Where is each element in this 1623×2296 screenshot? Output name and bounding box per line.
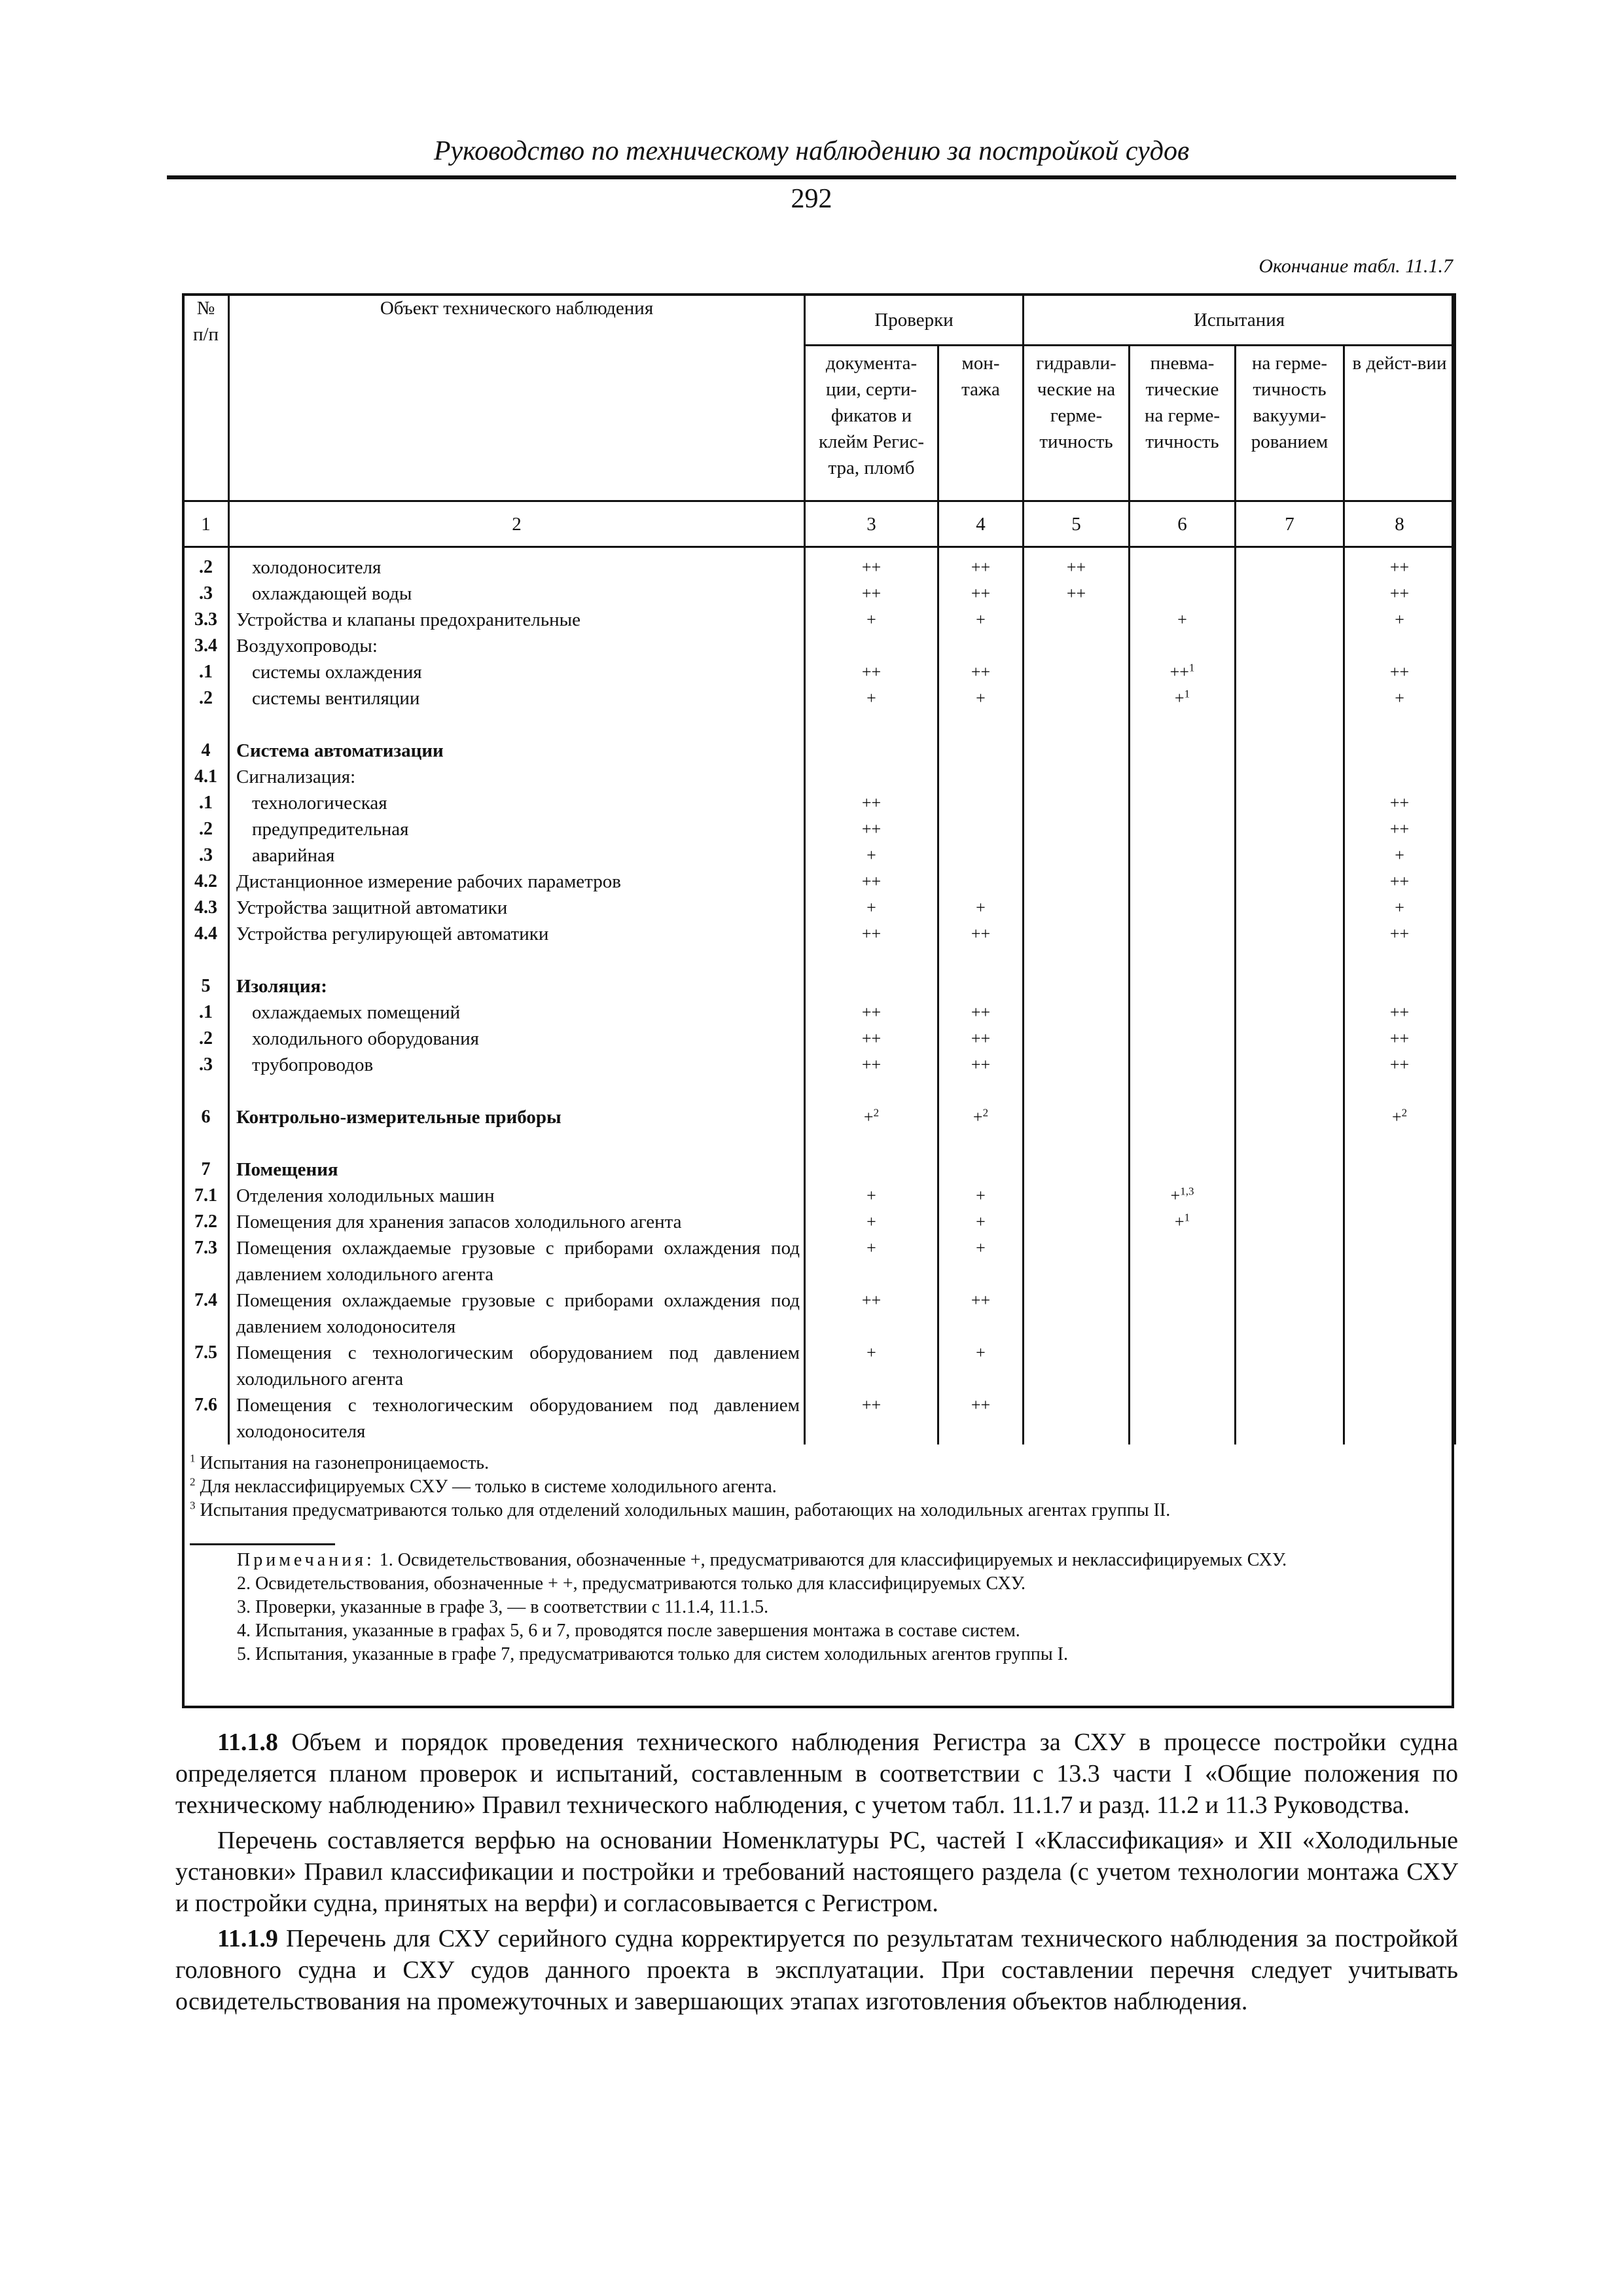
row-object: системы охлаждения [229,659,805,685]
table-row [183,999,1455,1026]
mark-c5 [1024,1392,1130,1444]
table-row [183,659,1455,685]
mark-c5 [1024,685,1130,711]
mark-c5 [1024,816,1130,842]
mark-c5 [1024,1052,1130,1078]
mark-c6 [1130,581,1236,607]
mark-c6 [1130,999,1236,1026]
mark-c3: + [805,607,938,633]
mark-c4: ++ [938,1392,1024,1444]
note-4: 4. Испытания, указанные в графах 5, 6 и 7, проводятся после завершения монтажа в составе систем. [237,1621,1020,1641]
mark-c3: ++ [805,816,938,842]
mark-c8: ++ [1344,554,1455,581]
mark-c8: ++ [1344,1052,1455,1078]
mark-c3: + [805,895,938,921]
footnote-1: $^1$ Испытания на газонепроницаемость. [190,1452,490,1473]
mark-c3: + [805,685,938,711]
mark-c8: ++ [1344,659,1455,685]
row-object: Сигнализация: [229,764,805,790]
row-number: 7.6 [183,1392,229,1444]
mark-c7 [1236,554,1344,581]
table-row [183,1287,1455,1340]
mark-c3: ++ [805,1026,938,1052]
row-number: .3 [183,581,229,607]
mark-c4 [938,869,1024,895]
row-object: Помещения с технологическим оборудованием под давлением холодоносителя [229,1392,805,1444]
mark-c4 [938,738,1024,764]
mark-c7 [1236,685,1344,711]
mark-c4 [938,633,1024,659]
col-number: 4 [938,501,1024,547]
header-checks: Проверки [805,295,1024,346]
page-number: 292 [791,184,832,214]
row-object: Дистанционное измерение рабочих параметров [229,869,805,895]
mark-c5 [1024,842,1130,869]
row-object: Устройства регулирующей автоматики [229,921,805,947]
mark-c6 [1130,1104,1236,1130]
mark-c4: + [938,685,1024,711]
notes-separator [190,1543,335,1545]
mark-c8: ++ [1344,581,1455,607]
mark-c5 [1024,1287,1130,1340]
mark-c4 [938,790,1024,816]
mark-c7 [1236,581,1344,607]
table-row [183,554,1455,581]
mark-c8 [1344,973,1455,999]
spacer-row [183,711,1455,738]
mark-c3: + [805,1235,938,1287]
mark-c6 [1130,554,1236,581]
mark-c8: ++ [1344,816,1455,842]
header-num: № п/п [183,295,229,501]
mark-c7 [1236,816,1344,842]
table-row [183,1209,1455,1235]
mark-c5 [1024,1340,1130,1392]
mark-c5 [1024,790,1130,816]
mark-c8: ++ [1344,999,1455,1026]
mark-c8: ++ [1344,1026,1455,1052]
mark-c8 [1344,1157,1455,1183]
row-object: Помещения для хранения запасов холодильного агента [229,1209,805,1235]
mark-c6 [1130,633,1236,659]
mark-c8 [1344,1340,1455,1392]
mark-c3 [805,764,938,790]
mark-c7 [1236,790,1344,816]
row-object: холодильного оборудования [229,1026,805,1052]
table-row [183,895,1455,921]
mark-c7 [1236,1026,1344,1052]
row-number: 7.2 [183,1209,229,1235]
table-row [183,1235,1455,1287]
mark-c5 [1024,895,1130,921]
footnote-ref: 1 [1184,687,1190,700]
mark-c8: +$^2$ [1344,1104,1455,1130]
mark-c3: ++ [805,921,938,947]
mark-c5 [1024,973,1130,999]
mark-c4: + [938,1183,1024,1209]
mark-c4 [938,973,1024,999]
paragraph-11-1-8: 11.1.8 Объем и порядок проведения технического наблюдения Регистра за СХУ в процессе постройки судна определяется планом проверок и испытаний, составленным в соответствии с 13.3 части I «Общие положения по техническому наблюдению» Правил технического наблюдения, с учетом табл. 11.1.7 и разд. 11.2 и 11.3 Руководства. [175,1729,1458,1819]
mark-c8: ++ [1344,869,1455,895]
mark-c8 [1344,633,1455,659]
table-row [183,973,1455,999]
mark-c7 [1236,764,1344,790]
mark-c4: ++ [938,659,1024,685]
mark-c7 [1236,1104,1344,1130]
row-number: 4.1 [183,764,229,790]
table-body [183,547,1455,1445]
mark-c7 [1236,869,1344,895]
mark-c3: ++ [805,1052,938,1078]
row-object: Помещения охлаждаемые грузовые с приборами охлаждения под давлением холодоносителя [229,1287,805,1340]
mark-c7 [1236,842,1344,869]
header-col7: на герме-тичность вакууми-рованием [1236,346,1344,501]
mark-c6: +$^1$ [1130,1209,1236,1235]
mark-c3: + [805,1183,938,1209]
table-row [183,1183,1455,1209]
mark-c6 [1130,764,1236,790]
mark-c7 [1236,1052,1344,1078]
mark-c6 [1130,1026,1236,1052]
mark-c5 [1024,764,1130,790]
mark-c5: ++ [1024,554,1130,581]
footnote-2: $^2$ Для неклассифицируемых СХУ — только в системе холодильного агента. [190,1475,777,1497]
row-object: Система автоматизации [229,738,805,764]
spacer-row [183,1078,1455,1104]
footnotes [190,1452,1446,1522]
footnote-ref: 1,3 [1180,1185,1194,1198]
row-object: аварийная [229,842,805,869]
row-object: Помещения охлаждаемые грузовые с приборами охлаждения под давлением холодильного агента [229,1235,805,1287]
row-object: Устройства защитной автоматики [229,895,805,921]
mark-c3: ++ [805,790,938,816]
mark-c4: + [938,1235,1024,1287]
mark-c5 [1024,1209,1130,1235]
row-number: 7.4 [183,1287,229,1340]
mark-c5 [1024,1235,1130,1287]
header-tests: Испытания [1024,295,1455,346]
mark-c3: + [805,842,938,869]
col-number: 2 [229,501,805,547]
note-5: 5. Испытания, указанные в графе 7, предусматриваются только для систем холодильных агентов группы I. [237,1644,1069,1664]
mark-c7 [1236,1392,1344,1444]
mark-c7 [1236,738,1344,764]
row-number: 6 [183,1104,229,1130]
row-number: .2 [183,685,229,711]
row-object: Устройства и клапаны предохранительные [229,607,805,633]
col-number: 8 [1344,501,1455,547]
header-col8: в дейст-вии [1344,346,1455,501]
mark-c6 [1130,842,1236,869]
table-row [183,764,1455,790]
table-row [183,816,1455,842]
row-number: 4.2 [183,869,229,895]
mark-c8 [1344,764,1455,790]
table-row [183,869,1455,895]
mark-c8: ++ [1344,921,1455,947]
spacer-row [183,547,1455,555]
col-number: 1 [183,501,229,547]
row-object: технологическая [229,790,805,816]
note-1: Примечания: 1. Освидетельствования, обозначенные +, предусматриваются для классифицируемых и неклассифицируемых СХУ. [237,1550,1287,1570]
mark-c3: + [805,1340,938,1392]
row-number: 7.1 [183,1183,229,1209]
note-2: 2. Освидетельствования, обозначенные + +, предусматриваются только для классифицируемых СХУ. [237,1573,1026,1594]
row-number: .2 [183,554,229,581]
mark-c6: +$^1$ [1130,685,1236,711]
table-row [183,738,1455,764]
mark-c6 [1130,921,1236,947]
mark-c7 [1236,633,1344,659]
table-row [183,1392,1455,1444]
header-col6: пневма-тические на герме-тичность [1130,346,1236,501]
header-col4: мон-тажа [938,346,1024,501]
footnote-3: $^3$ Испытания предусматриваются только для отделений холодильных машин, работающих на холодильных агентах группы II. [190,1499,1171,1520]
mark-c3: ++ [805,1392,938,1444]
table-row [183,1157,1455,1183]
footnote-ref: 2 [982,1106,989,1119]
mark-c8 [1344,1183,1455,1209]
row-number: .2 [183,816,229,842]
running-header: Руководство по техническому наблюдению за постройкой судов [433,136,1190,166]
mark-c3: ++ [805,581,938,607]
mark-c8: + [1344,842,1455,869]
row-number: 3.3 [183,607,229,633]
mark-c6: + [1130,607,1236,633]
mark-c6 [1130,1157,1236,1183]
mark-c3: ++ [805,659,938,685]
mark-c5 [1024,659,1130,685]
mark-c8 [1344,1287,1455,1340]
table-row [183,842,1455,869]
mark-c5 [1024,999,1130,1026]
mark-c7 [1236,659,1344,685]
mark-c5 [1024,607,1130,633]
row-object: трубопроводов [229,1052,805,1078]
mark-c4: +$^2$ [938,1104,1024,1130]
mark-c5 [1024,1026,1130,1052]
mark-c8: ++ [1344,790,1455,816]
row-number: 4.4 [183,921,229,947]
mark-c4: ++ [938,1052,1024,1078]
mark-c8 [1344,1235,1455,1287]
table-row [183,1104,1455,1130]
row-number: .3 [183,1052,229,1078]
mark-c8 [1344,1392,1455,1444]
row-object: холодоносителя [229,554,805,581]
table-row [183,1026,1455,1052]
mark-c4: ++ [938,1287,1024,1340]
mark-c5: ++ [1024,581,1130,607]
row-object: Изоляция: [229,973,805,999]
mark-c3: ++ [805,999,938,1026]
mark-c8: + [1344,895,1455,921]
mark-c3: ++ [805,1287,938,1340]
spacer-row [183,947,1455,973]
row-object: системы вентиляции [229,685,805,711]
mark-c6 [1130,1340,1236,1392]
mark-c6: ++$^1$ [1130,659,1236,685]
table-row [183,607,1455,633]
footnote-ref: 2 [1401,1106,1408,1119]
mark-c6 [1130,1287,1236,1340]
row-object: Помещения с технологическим оборудованием под давлением холодильного агента [229,1340,805,1392]
body-text [175,1727,1458,2021]
row-number: 5 [183,973,229,999]
col-number: 5 [1024,501,1130,547]
row-object: Помещения [229,1157,805,1183]
mark-c5 [1024,1157,1130,1183]
mark-c3 [805,1157,938,1183]
row-number: .2 [183,1026,229,1052]
table-row [183,1052,1455,1078]
mark-c3 [805,973,938,999]
mark-c7 [1236,973,1344,999]
mark-c3: ++ [805,869,938,895]
mark-c5 [1024,921,1130,947]
mark-c8 [1344,1209,1455,1235]
table-row [183,1340,1455,1392]
mark-c7 [1236,1287,1344,1340]
spacer-row [183,1130,1455,1157]
header-col3: документа-ции, серти-фикатов и клейм Регис-тра, пломб [805,346,938,501]
row-number: 7 [183,1157,229,1183]
row-object: охлаждающей воды [229,581,805,607]
mark-c6 [1130,1235,1236,1287]
mark-c5 [1024,633,1130,659]
col-number: 7 [1236,501,1344,547]
table-row [183,921,1455,947]
row-number: .1 [183,999,229,1026]
mark-c8: + [1344,685,1455,711]
mark-c8: + [1344,607,1455,633]
mark-c4: + [938,1209,1024,1235]
row-number: 7.5 [183,1340,229,1392]
row-object: предупредительная [229,816,805,842]
row-number: 4 [183,738,229,764]
mark-c4: ++ [938,554,1024,581]
mark-c4 [938,1157,1024,1183]
mark-c7 [1236,921,1344,947]
mark-c7 [1236,999,1344,1026]
mark-c4: ++ [938,1026,1024,1052]
table-notes [190,1549,1446,1666]
mark-c7 [1236,607,1344,633]
note-3: 3. Проверки, указанные в графе 3, — в соответствии с 11.1.4, 11.1.5. [237,1597,769,1617]
mark-c6 [1130,1392,1236,1444]
table-row [183,685,1455,711]
inspection-table [182,293,1456,1444]
mark-c5 [1024,738,1130,764]
mark-c8 [1344,738,1455,764]
header-rule [167,175,1456,179]
mark-c4: + [938,607,1024,633]
table-row [183,581,1455,607]
mark-c7 [1236,1235,1344,1287]
row-number: 7.3 [183,1235,229,1287]
mark-c3: + [805,1209,938,1235]
mark-c4: ++ [938,921,1024,947]
row-number: 4.3 [183,895,229,921]
col-number: 6 [1130,501,1236,547]
row-object: охлаждаемых помещений [229,999,805,1026]
mark-c7 [1236,1183,1344,1209]
mark-c4 [938,816,1024,842]
row-object: Воздухопроводы: [229,633,805,659]
footnote-ref: 2 [873,1106,880,1119]
row-number: .1 [183,659,229,685]
mark-c6 [1130,790,1236,816]
mark-c4: ++ [938,581,1024,607]
mark-c7 [1236,1157,1344,1183]
mark-c7 [1236,1209,1344,1235]
mark-c6 [1130,895,1236,921]
row-number: .3 [183,842,229,869]
mark-c7 [1236,1340,1344,1392]
paragraph-11-1-9: 11.1.9 Перечень для СХУ серийного судна корректируется по результатам технического наблюдения за постройкой головного судна и СХУ судов данного проекта в эксплуатации. При составлении перечня следует учитывать освидетельствования на промежуточных и завершающих этапах изготовления объектов наблюдения. [175,1925,1458,2015]
mark-c6 [1130,973,1236,999]
mark-c3 [805,738,938,764]
mark-c5 [1024,869,1130,895]
mark-c3 [805,633,938,659]
row-object: Контрольно-измерительные приборы [229,1104,805,1130]
mark-c4: + [938,1340,1024,1392]
footnote-ref: 1 [1184,1211,1190,1224]
table-caption: Окончание табл. 11.1.7 [1258,255,1453,277]
mark-c7 [1236,895,1344,921]
header-col5: гидравли-ческие на герме-тичность [1024,346,1130,501]
mark-c6: +$^{1,3}$ [1130,1183,1236,1209]
mark-c4 [938,764,1024,790]
mark-c5 [1024,1104,1130,1130]
mark-c6 [1130,816,1236,842]
paragraph-list: Перечень составляется верфью на основании Номенклатуры РС, частей I «Классификация» и XII «Холодильные установки» Правил классификации и постройки и требований настоящего раздела (с учетом технологии монтажа СХУ и постройки судна, принятых на верфи) и согласовывается с Регистром. [175,1827,1458,1917]
row-number: .1 [183,790,229,816]
mark-c4 [938,842,1024,869]
mark-c6 [1130,869,1236,895]
mark-c5 [1024,1183,1130,1209]
col-number: 3 [805,501,938,547]
row-number: 3.4 [183,633,229,659]
mark-c4: + [938,895,1024,921]
mark-c3: +$^2$ [805,1104,938,1130]
table-row [183,790,1455,816]
row-object: Отделения холодильных машин [229,1183,805,1209]
mark-c6 [1130,1052,1236,1078]
mark-c4: ++ [938,999,1024,1026]
mark-c3: ++ [805,554,938,581]
header-object: Объект технического наблюдения [229,295,805,501]
table-row [183,633,1455,659]
mark-c6 [1130,738,1236,764]
footnote-ref: 1 [1188,661,1195,674]
